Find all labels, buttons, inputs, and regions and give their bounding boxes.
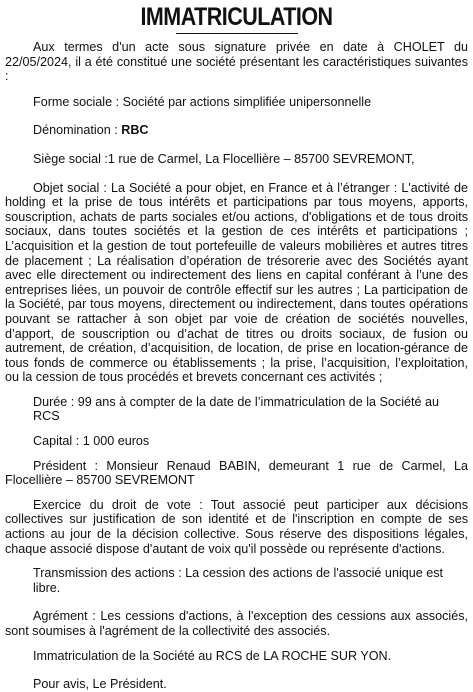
president: Président : Monsieur Renaud BABIN, demeurant 1 rue de Carmel, La Flocellière – 85700 SEVREMONT — [5, 458, 468, 488]
siege-social: Siège social :1 rue de Carmel, La Flocellière – 85700 SEVREMONT, — [33, 151, 415, 166]
capital: Capital : 1 000 euros — [33, 434, 150, 449]
denomination-value: RBC — [121, 123, 149, 138]
agrement: Agrément : Les cessions d'actions, à l'exception des cessions aux associés, sont soumises à l'agrément de la collectivité des associés. — [5, 609, 468, 638]
forme-sociale: Forme sociale : Société par actions simplifiée unipersonnelle — [33, 94, 372, 109]
title-underline — [176, 33, 298, 34]
denomination — [5, 123, 468, 138]
immatriculation-rcs: Immatriculation de la Société au RCS de LA ROCHE SUR YON. — [33, 648, 392, 663]
droit-de-vote: Exercice du droit de vote : Tout associé peut participer aux décisions collectives sur justification de son identité et de l'inscription en compte de ses actions au jour de la décision collective. Sous réserve des dispositions légales, chaque associé dispose d'autant de voix qu'il possède ou représente d'actions. — [5, 497, 468, 556]
signature-line: Pour avis, Le Président. — [33, 677, 167, 692]
denomination-label: Dénomination : — [33, 123, 122, 138]
intro-paragraph: Aux termes d'un acte sous signature privée en date à CHOLET du 22/05/2024, il a été constitué une société présentant les caractéristiques suivantes : — [5, 40, 468, 84]
objet-social: Objet social : La Société a pour objet, en France et à l’étranger : L'activité de holding et la prise de tous intérêts et participations par tous moyens, apports, souscription, achats de parts sociales et/ou actions, d'obligations et de tous droits sociaux, dans toutes sociétés et la gestion de ces intérêts et participations ; L’acquisition et la gestion de tout portefeuille de valeurs mobilières et autres titres de placement ; La réalisation d’opération de trésorerie avec des Sociétés ayant avec elle directement ou indirectement des liens en capital conférant à l’une des entreprises liées, un pouvoir de contrôle effectif sur les autres ; La participation de la Société, par tous moyens, directement ou indirectement, dans toutes opérations pouvant se rattacher à son objet par voie de création de sociétés nouvelles, d’apport, de souscription ou d’achat de titres ou droits sociaux, de fusion ou autrement, de création, d’acquisition, de location, de prise en location-gérance de tous fonds de commerce ou établissements ; la prise, l’acquisition, l’exploitation, ou la cession de tous procédés et brevets concernant ces activités ; — [5, 180, 468, 385]
duree: Durée : 99 ans à compter de la date de l’immatriculation de la Société au RCS — [33, 394, 440, 424]
transmission-des-actions: Transmission des actions : La cession des actions de l'associé unique est libre. — [33, 566, 444, 595]
notice-title: IMMATRICULATION — [140, 3, 333, 31]
